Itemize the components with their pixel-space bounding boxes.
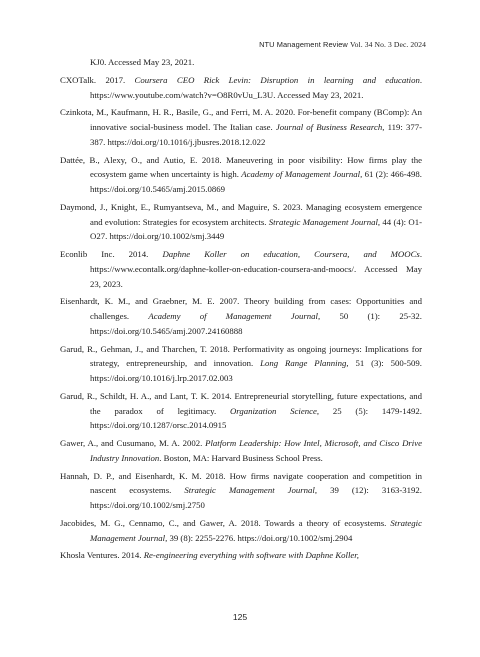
reference-text: Jacobides, M. G., Cennamo, C., and Gawer, A. 2018. Towards a theory of ecosystems. [60, 517, 391, 528]
reference-entry [60, 105, 422, 149]
reference-entry [60, 548, 422, 563]
reference-details: , 50 (1): 25-32. https://doi.org/10.5465/amj.2007.24160888 [90, 311, 422, 336]
reference-text: KJ0. Accessed May 23, 2021. [90, 57, 195, 67]
reference-details: . https://www.econtalk.org/daphne-koller-on-education-coursera-and-moocs/. Accessed May 23, 2023. [90, 249, 422, 289]
reference-title: Platform Leadership: How Intel, Microsoft, and Cisco Drive Industry Innovation [90, 438, 422, 463]
reference-text: Econlib Inc. 2014. [60, 249, 163, 259]
issue-info: Vol. 34 No. 3 Dec. 2024 [350, 40, 426, 49]
reference-title: Organization Science [229, 405, 317, 416]
reference-details: , 44 (4): O1-O27. https://doi.org/10.1002/smj.3449 [90, 216, 422, 242]
reference-text: Hannah, D. P., and Eisenhardt, K. M. 2018. How firms navigate cooperation and competition in nascent ecosystems. [60, 470, 422, 496]
reference-details: , 39 (12): 3163-3192. https://doi.org/10.1002/smj.2750 [90, 485, 422, 510]
reference-text: Khosla Ventures. 2014. [60, 550, 144, 561]
reference-title: Strategic Management Journal [184, 485, 315, 496]
reference-details: , 61 (2): 466-498. https://doi.org/10.5465/amj.2015.0869 [90, 169, 422, 194]
reference-continuation [60, 55, 422, 70]
reference-title: Long Range Planning [260, 358, 347, 369]
reference-details: , 51 (3): 500-509. https://doi.org/10.1016/j.lrp.2017.02.003 [90, 358, 422, 383]
reference-text: Dattée, B., Alexy, O., and Autio, E. 2018. Maneuvering in poor visibility: How firms play the ecosystem game when uncertainty is high. [60, 154, 422, 180]
reference-title: Strategic Management Journal [268, 216, 378, 227]
reference-details: , 119: 377-387. https://doi.org/10.1016/j.jbusres.2018.12.022 [90, 122, 422, 147]
reference-details: . https://www.youtube.com/watch?v=O8R0vUu_L3U. Accessed May 23, 2021. [90, 74, 423, 100]
reference-title: Re-engineering everything with software with Daphne Koller, [143, 550, 359, 561]
reference-entry [60, 342, 422, 386]
journal-name: NTU Management Review [259, 40, 348, 49]
reference-entry [60, 516, 422, 546]
reference-entry [60, 469, 422, 513]
page-number: 125 [232, 612, 248, 622]
reference-text: Garud, R., Gehman, J., and Tharchen, T. 2018. Performativity as ongoing journeys: Implications for strategy, entrepreneurship, and innovation. [60, 343, 422, 369]
reference-title: Academy of Management Journal [148, 311, 318, 321]
reference-entry [60, 200, 422, 244]
reference-entry [60, 389, 422, 433]
reference-entry [60, 73, 422, 103]
reference-title: Journal of Business Research [275, 122, 383, 132]
reference-text: Garud, R., Schildt, H. A., and Lant, T. K. 2014. Entrepreneurial storytelling, future expectations, and the paradox of legitimacy. [60, 390, 422, 416]
reference-text: Czinkota, M., Kaufmann, H. R., Basile, G., and Ferri, M. A. 2020. For-benefit company (BComp): An innovative social-business model. The Italian case. [60, 107, 422, 132]
reference-title: Strategic Management Journal [90, 517, 422, 543]
reference-title: Coursera CEO Rick Levin: Disruption in learning and education [134, 74, 420, 85]
running-header [259, 40, 426, 49]
reference-title: Daphne Koller on education, Coursera, and MOOCs [162, 249, 420, 259]
reference-entry [60, 247, 422, 291]
reference-title: Academy of Management Journal [241, 169, 361, 180]
reference-text: CXOTalk. 2017. [60, 74, 135, 85]
reference-entry [60, 294, 422, 338]
reference-details: . Boston, MA: Harvard Business School Press. [159, 452, 323, 463]
reference-text: Daymond, J., Knight, E., Rumyantseva, M., and Maguire, S. 2023. Managing ecosystem emergence and evolution: Strategies for ecosystem architects. [60, 201, 422, 227]
reference-entry [60, 436, 422, 466]
reference-details: , 25 (5): 1479-1492. https://doi.org/10.1287/orsc.2014.0915 [90, 405, 422, 431]
reference-list [60, 55, 422, 566]
reference-text: Gawer, A., and Cusumano, M. A. 2002. [60, 438, 206, 448]
reference-details: , 39 (8): 2255-2276. https://doi.org/10.1002/smj.2904 [165, 532, 353, 543]
reference-entry [60, 153, 422, 197]
reference-text: Eisenhardt, K. M., and Graebner, M. E. 2007. Theory building from cases: Opportunities and challenges. [60, 296, 422, 321]
